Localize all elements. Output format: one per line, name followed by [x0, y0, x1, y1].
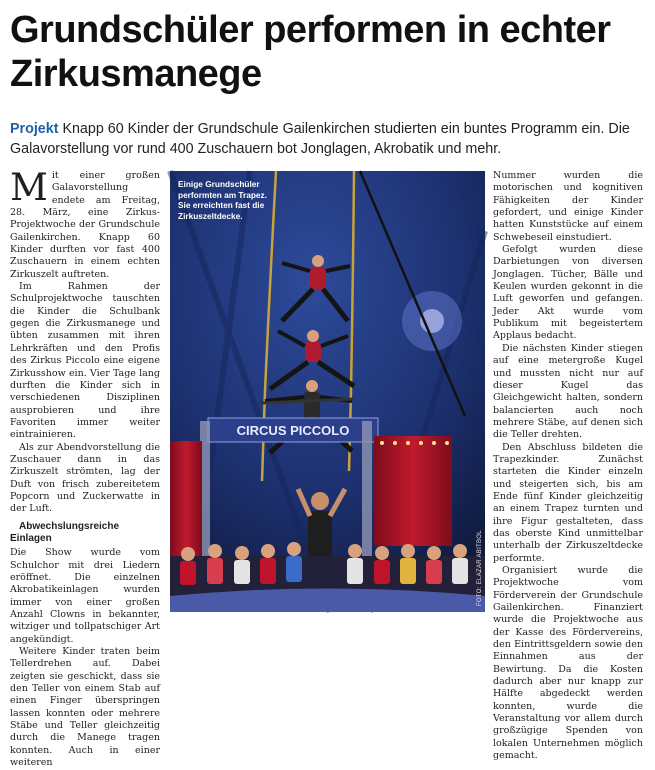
- lead-text: Knapp 60 Kinder der Grundschule Gailenkirchen studierten ein buntes Programm ein. Die Galavorstellung vor rund 400 Zuschauern bot Jonglagen, Akrobatik und mehr.: [10, 121, 630, 157]
- drop-cap: M: [10, 166, 48, 209]
- subheading: Abwechslungsreiche Einlagen: [10, 520, 120, 544]
- photo-caption: Einige Grundschüler performten am Trapez. Sie erreichten fast die Zirkuszeltdecke.: [178, 179, 267, 221]
- article-paragraph: Als zur Abendvorstellung die Zuschauer dann in das Zirkuszelt strömten, lag der Duft von frisch zubereitetem Popcorn und Zuckerwatte in der Luft.: [10, 441, 160, 515]
- article-paragraph: [10, 166, 160, 281]
- circus-banner-text: CIRCUS PICCOLO: [236, 423, 350, 438]
- headline: Grundschüler performen in echter Zirkusmanege: [10, 9, 611, 95]
- article-paragraph: Gefolgt wurden diese Darbietungen von diversen Jonglagen. Tücher, Bälle und Keulen wurden gekonnt in die Luft geworfen und gefangen. Jeder Akt wurde vom Publikum mit begeistertem Applaus bedacht.: [493, 244, 643, 342]
- circus-photo: [170, 171, 485, 612]
- article-paragraph: Nummer wurden die motorischen und kognitiven Fähigkeiten der Kinder gefordert, und einige Kinder hatten Kunststücke auf einem Schwebeseil einstudiert.: [493, 170, 643, 243]
- article-paragraph: Die Show wurde vom Schulchor mit drei Liedern eröffnet. Die einzelnen Akrobatikeinlagen wurden immer von einer großen Anzahl Clowns in bekannter, witziger und tollpatschiger Art angekündigt.: [10, 547, 160, 645]
- article-paragraph: Die nächsten Kinder stiegen auf eine metergroße Kugel und mussten nicht nur auf dieser Kugel das Gleichgewicht halten, sondern balancierten auch noch mehrere Stäbe, auf denen sich die Teller drehten.: [493, 342, 643, 441]
- article-column-1: [10, 166, 160, 770]
- photo-credit: FOTO: ELAZAR ABITBOL: [477, 530, 483, 606]
- lead-kicker: Projekt: [10, 121, 59, 137]
- article-paragraph: Den Abschluss bildeten die Trapezkinder. Zunächst starteten die Kinder einzeln und steigerten sich, bis am Ende fünf Kinder gleichzeitig an einem Trapez turnten und ihre Figur gestalteten, dass das oberste Kind unmittelbar unterhalb der Zirkuszeltdecke performte.: [493, 441, 643, 564]
- article-column-3: [493, 170, 643, 763]
- article-paragraph: Weitere Kinder traten beim Tellerdrehen auf. Dabei zeigten sie geschickt, dass sie den Teller von einem Stab auf einen Finger überspringen lassen konnten oder mehrere Stäbe und Teller gleichzeitig durch die Manege tragen konnten. Auch in einer weiteren: [10, 646, 160, 769]
- article-paragraph: Organisiert wurde die Projektwoche vom Förderverein der Grundschule Gailenkirchen. Finanziert wurde die Projektwoche aus der Kasse des Fördervereins, den Eintrittsgeldern sowie den Einnahmen aus der Bewirtung. Da die Kosten dadurch aber nur knapp zur Hälfte abgedeckt werden konnten, wurde die Veranstaltung vor allem durch großzügige Spenden von lokalen Unternehmen möglich gemacht.: [493, 565, 643, 762]
- lead-paragraph: [10, 119, 642, 159]
- circus-photo-illustration: [170, 171, 485, 612]
- article-paragraph: Im Rahmen der Schulprojektwoche tauschten die Kinder die Schulbank gegen die Zirkusmanege und übten zusammen mit ihren Lehrkräften und den Profis des Zirkus Piccolo eine eigene Zirkusshow ein. Vier Tage lang durften die Kinder sich in verschiedenen Disziplinen ausprobieren und ihre Favoriten immer weiter eintrainieren.: [10, 281, 160, 441]
- paragraph-text: it einer großen Galavorstellung endete am Freitag, 28. März, eine Zirkus-Projektwoche der Grundschule Gailenkirchen. Knapp 60 Kinder durften vor fast 400 Zuschauern in einem echten Zirkuszelt auftreten.: [10, 170, 160, 280]
